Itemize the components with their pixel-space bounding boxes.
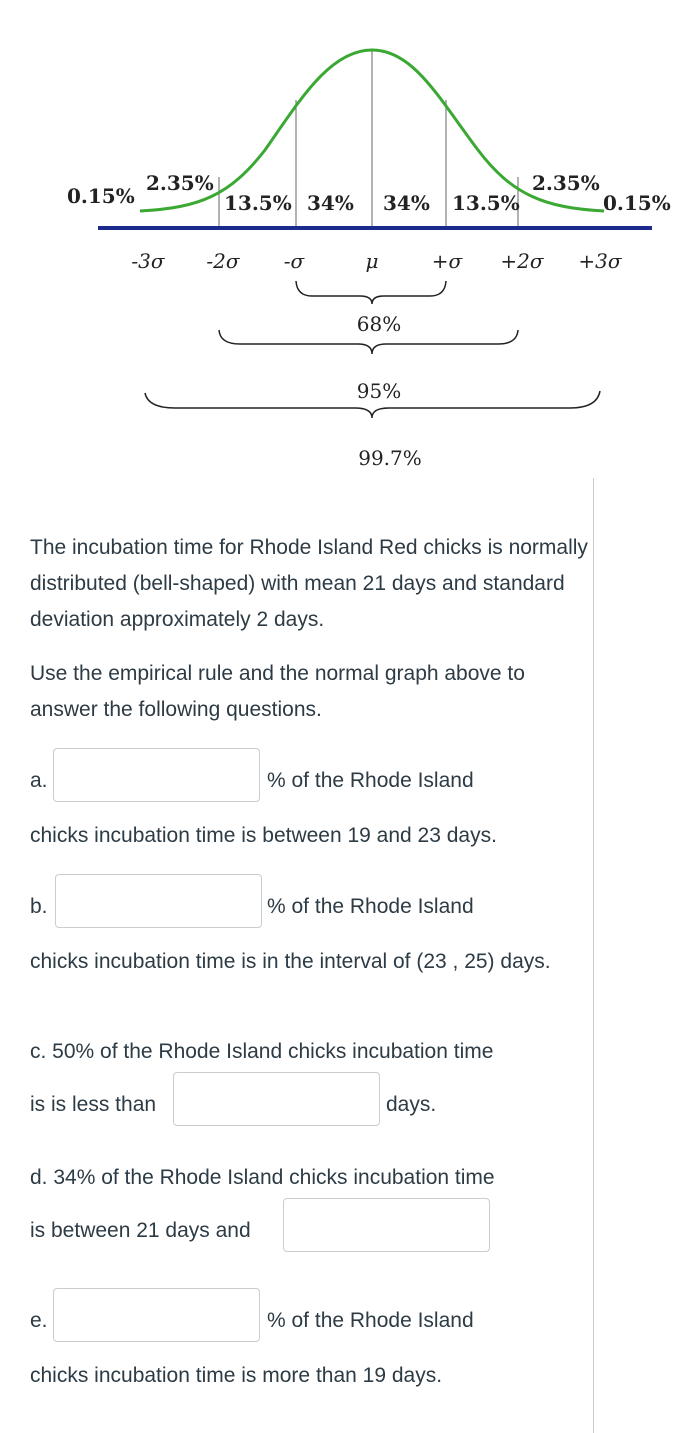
question-c-line1: c. 50% of the Rhode Island chicks incubation time	[30, 1040, 494, 1063]
axis-label-plus-3sd: +3σ	[578, 249, 622, 273]
question-c-text-after-box: days.	[386, 1093, 437, 1116]
intro-paragraph-1: The incubation time for Rhode Island Red chicks is normally distributed (bell-shaped) with mean 21 days and standard deviation approximately 2 days.	[30, 536, 588, 631]
pct-left-2sd-3sd: 2.35%	[146, 171, 214, 195]
pct-left-mean-1sd: 34%	[307, 191, 354, 215]
question-e-answer-input[interactable]	[53, 1288, 260, 1342]
axis-label-plus-2sd: +2σ	[500, 249, 544, 273]
range-68-label: 68%	[356, 312, 402, 336]
question-a-text-after-box: % of the Rhode Island	[267, 769, 474, 792]
question-d-line1: d. 34% of the Rhode Island chicks incubation time	[30, 1166, 495, 1189]
pct-outer-right: 0.15%	[603, 191, 671, 215]
question-b-text-continuation: chicks incubation time is in the interval of (23 , 25) days.	[30, 950, 551, 973]
empirical-rule-figure	[0, 0, 685, 478]
question-b-text-after-box: % of the Rhode Island	[267, 895, 474, 918]
question-b-prefix: b.	[30, 895, 48, 918]
question-e-text-after-box: % of the Rhode Island	[267, 1309, 474, 1332]
question-c-answer-input[interactable]	[173, 1072, 380, 1126]
range-99-label: 99.7%	[358, 446, 422, 470]
question-e-text-continuation: chicks incubation time is more than 19 days.	[30, 1364, 443, 1387]
intro-paragraph-2: Use the empirical rule and the normal graph above to answer the following questions.	[30, 662, 525, 721]
question-a-prefix: a.	[30, 769, 48, 792]
range-95-label: 95%	[356, 379, 402, 403]
axis-label-minus-1sd: -σ	[283, 249, 305, 273]
axis-label-mean: μ	[365, 249, 379, 273]
axis-label-plus-1sd: +σ	[431, 249, 463, 273]
question-a-answer-input[interactable]	[53, 748, 260, 802]
pct-right-2sd-3sd: 2.35%	[532, 171, 600, 195]
axis-label-minus-2sd: -2σ	[206, 249, 240, 273]
question-d-text-before-box: is between 21 days and	[30, 1219, 251, 1242]
question-b-answer-input[interactable]	[55, 874, 262, 928]
pct-outer-left: 0.15%	[67, 184, 135, 208]
pct-right-mean-1sd: 34%	[383, 191, 430, 215]
pct-left-1sd-2sd: 13.5%	[224, 191, 292, 215]
axis-label-minus-3sd: -3σ	[131, 249, 165, 273]
right-border	[593, 477, 594, 1433]
question-d-answer-input[interactable]	[283, 1198, 490, 1252]
question-e-prefix: e.	[30, 1309, 48, 1332]
question-c-text-before-box: is is less than	[30, 1093, 157, 1116]
pct-right-1sd-2sd: 13.5%	[452, 191, 520, 215]
question-a-text-continuation: chicks incubation time is between 19 and 23 days.	[30, 824, 497, 847]
